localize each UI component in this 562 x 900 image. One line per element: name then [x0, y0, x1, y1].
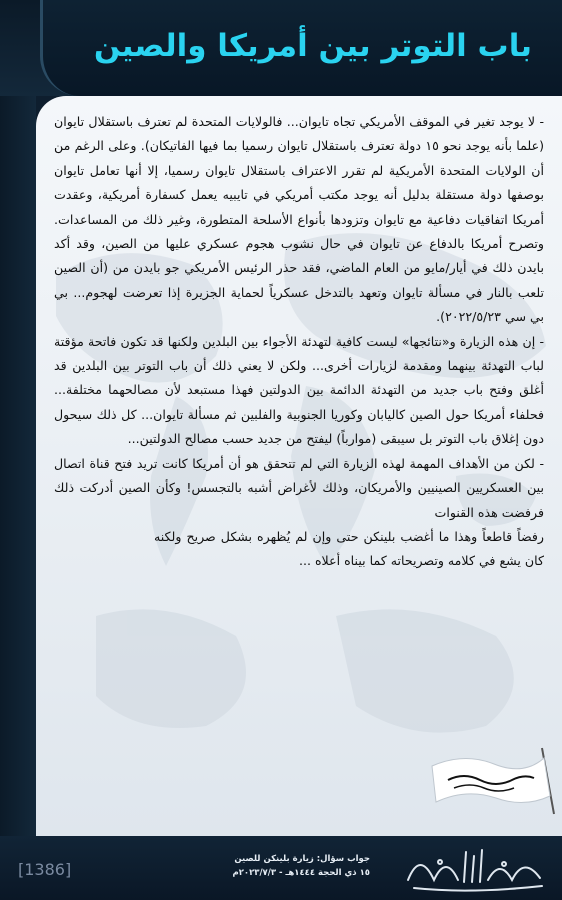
calligraphy-logo [400, 840, 550, 896]
left-frame-rail [0, 96, 36, 836]
page-title: باب التوتر بين أمريكا والصين [93, 28, 532, 64]
paragraph: - لكن من الأهداف المهمة لهذه الزيارة التي لم تتحقق هو أن أمريكا كانت تريد فتح قناة اتصال بين العسكريين الصينيين والأمريكان، وذلك لأغراض أشبه بالتجسس! وكأن الصين أدركت ذلك فرفضت هذه القنوات [54, 455, 544, 520]
page-number: [1386] [18, 860, 72, 879]
article-body [54, 110, 544, 574]
paragraph: - إن هذه الزيارة و«نتائجها» ليست كافية لتهدئة الأجواء بين البلدين ولكنها قد تكون فاتحة مؤقتة لباب التهدئة بينهما ومقدمة لزيارات أخرى... ولكن لا يعني ذلك أن باب التوتر بين البلدين قد أغلق وفتح باب جديد من التهدئة الدائمة بين الدولتين فهذا مستبعد لأن مصالحهما مختلفة... فحلفاء أمريكا حول الصين كاليابان وكوريا الجنوبية والفلبين ثم مسألة تايوان... كل ذلك سيحول دون إغلاق باب التوتر بل سيبقى (موارباً) ليفتح من جديد حسب مصالح الدولتين... [54, 333, 544, 447]
title-banner [40, 0, 562, 96]
paragraph: رفضاً قاطعاً وهذا ما أغضب بلينكن حتى وإن لم يُظهره بشكل صريح ولكنه كان يشع في كلامه وتصريحاته كما بيناه أعلاه ... [154, 528, 544, 569]
paragraph: - لا يوجد تغير في الموقف الأمريكي تجاه تايوان... فالولايات المتحدة لم تعترف باستقلال تايوان (علما بأنه يوجد نحو ١٥ دولة تعترف باستقلال تايوان رسميا بما فيها الفاتيكان). وعلى الرغم من أن الولايات المتحدة الأمريكية لم تقرر الاعتراف باستقلال تايوان رسميا، إلا أنها تعامل تايوان بوصفها دولة مستقلة بدليل أنه يوجد مكتب أمريكي في تايبيه يعمل كسفارة أمريكية، وعقدت أمريكا اتفاقيات دفاعية مع تايوان وتزودها بأنواع الأسلحة المتطورة، وغير ذلك من المساعدات. وتصرح أمريكا بالدفاع عن تايوان في حال نشوب هجوم عسكري عليها من الصين، وقد أكد بايدن ذلك في أيار/مايو من العام الماضي، فقد حذر الرئيس الأمريكي جو بايدن من (أن الصين تلعب بالنار في مسألة تايوان وتعهد بالتدخل عسكرياً لحماية الجزيرة إذا تعرضت لهجوم... بي بي سي ٢٠٢٢/٥/٢٣). [54, 114, 545, 325]
caption-date: ١٥ ذي الحجة ١٤٤٤هـ - ٢٠٢٣/٧/٣م [232, 868, 370, 878]
content-panel [36, 96, 562, 836]
caption-title: جواب سؤال: زيارة بلينكن للصين [234, 854, 370, 864]
source-caption [190, 852, 370, 880]
white-flag-emblem [424, 746, 562, 816]
